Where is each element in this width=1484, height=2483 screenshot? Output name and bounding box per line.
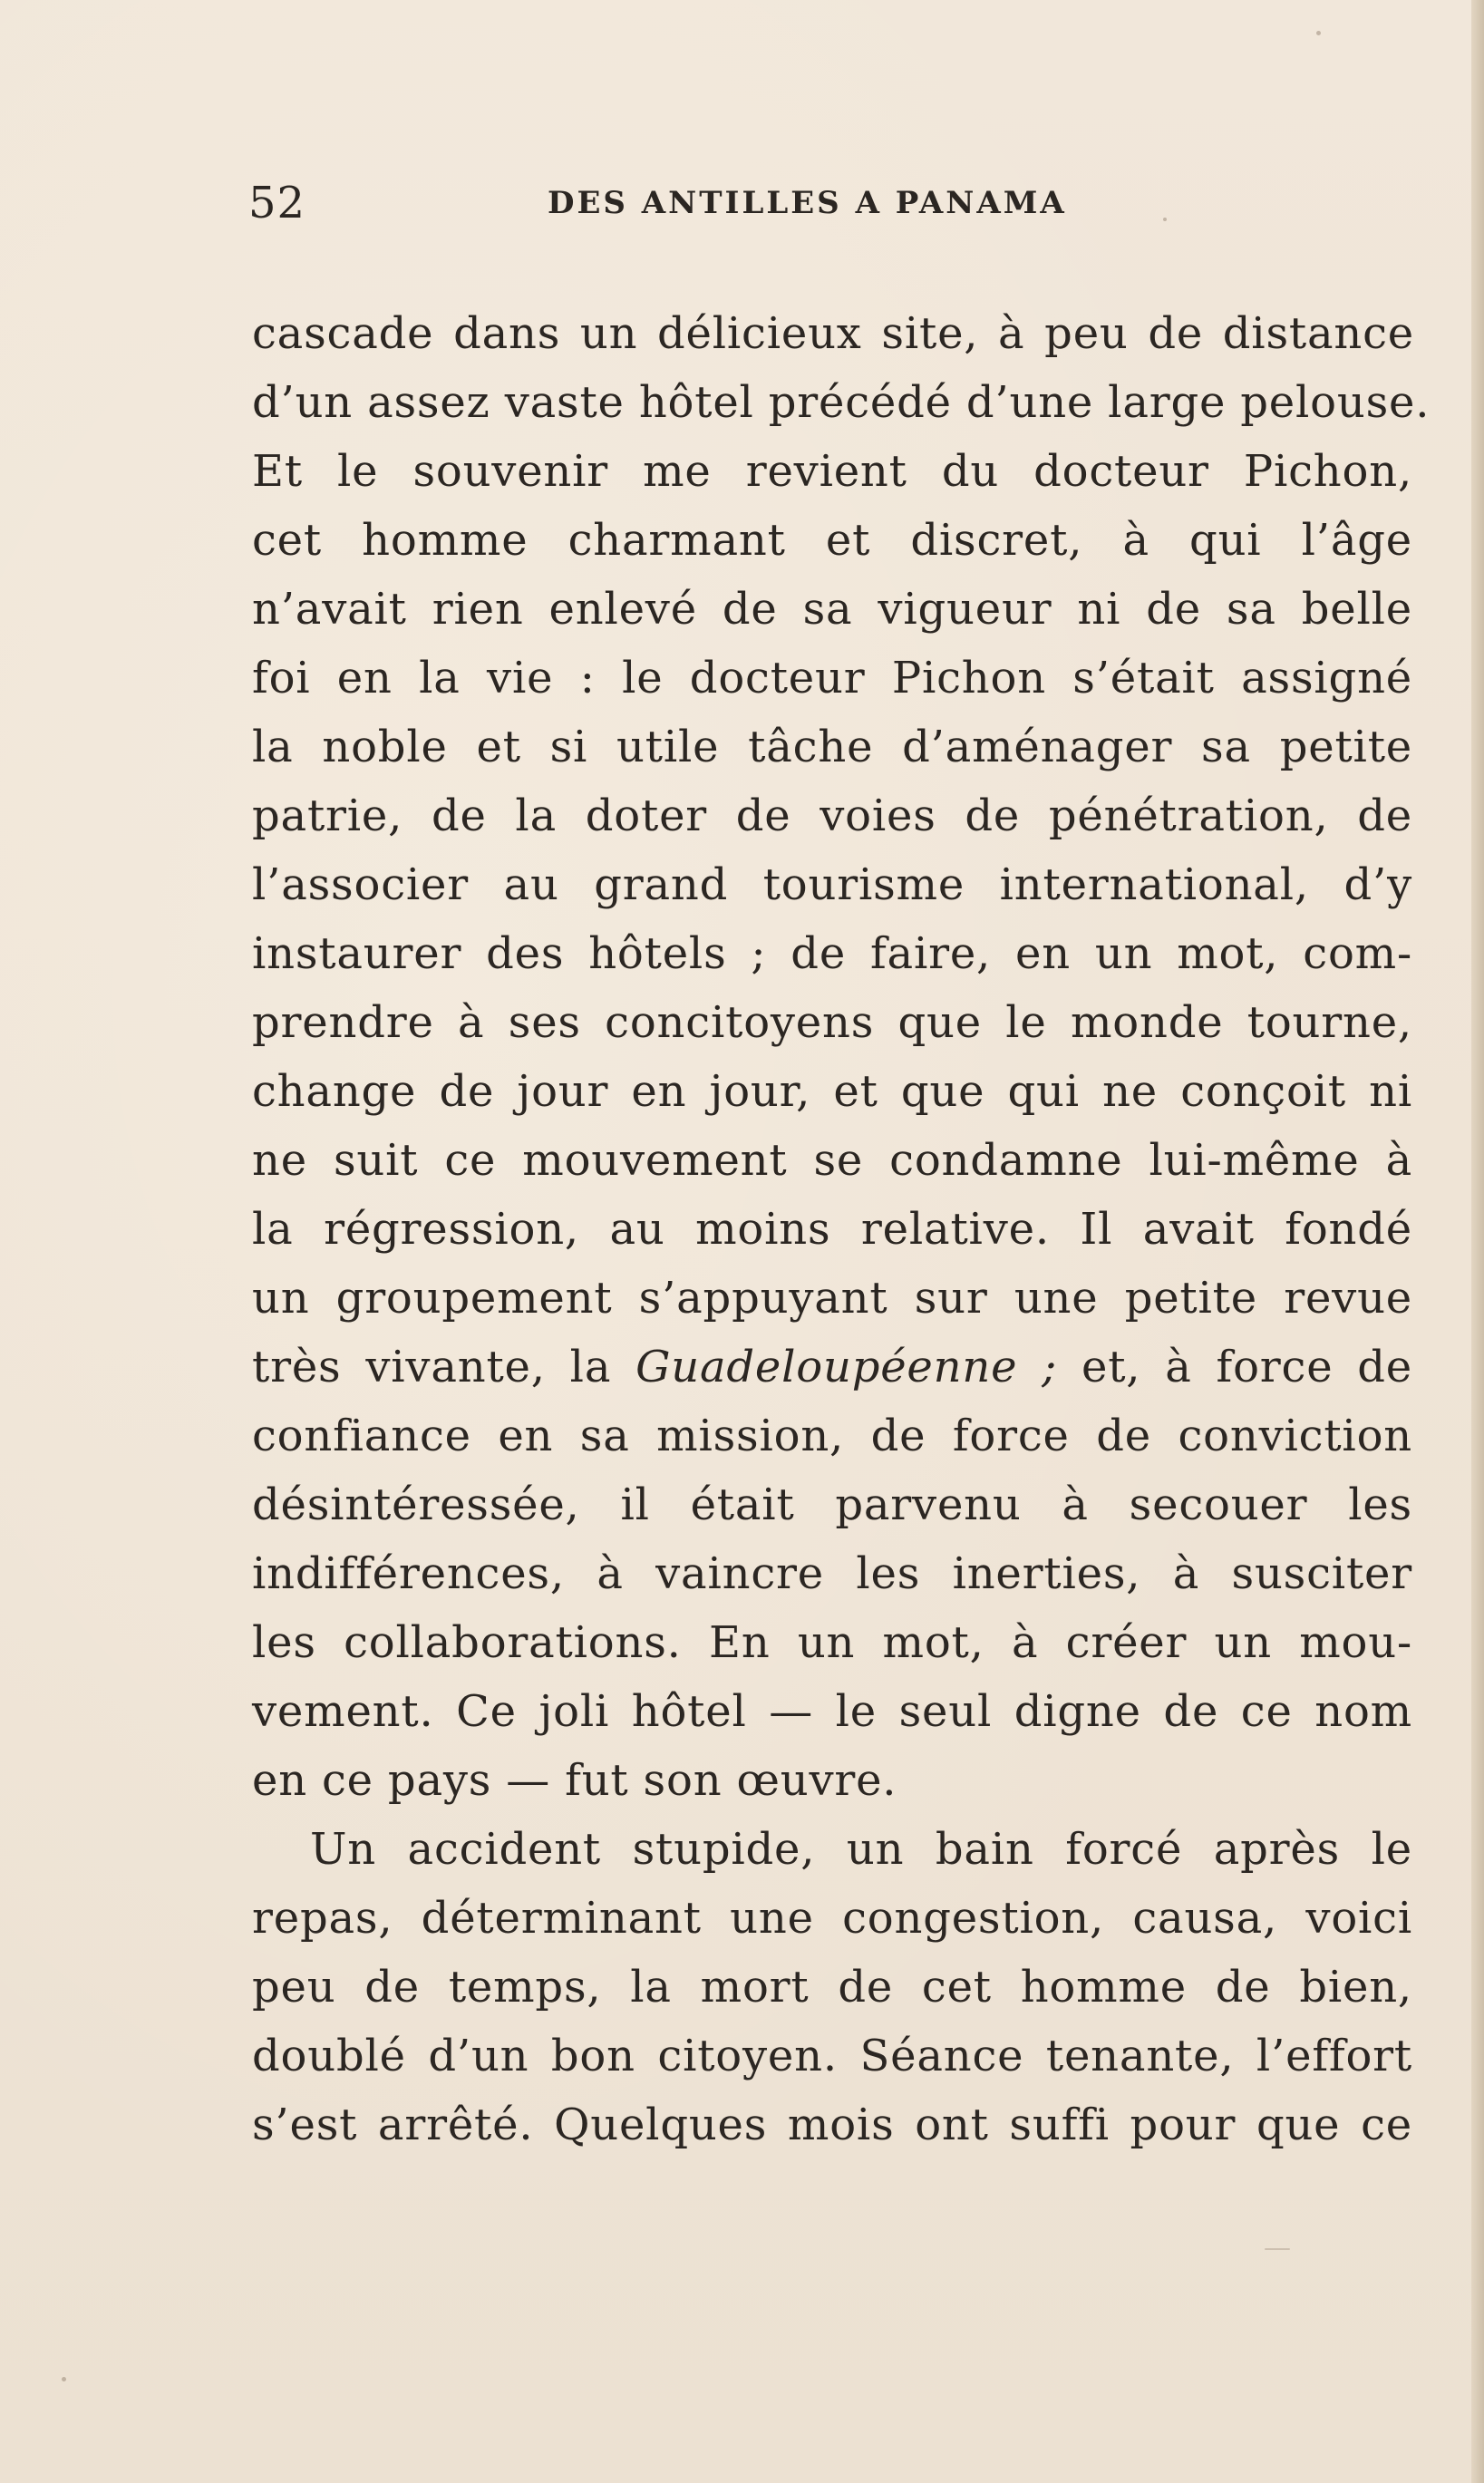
text-line: Et le souvenir me revient du docteur Pichon, — [252, 446, 1412, 497]
page-number: 52 — [248, 178, 306, 228]
text-line: ne suit ce mouvement se condamne lui-même à — [252, 1135, 1412, 1186]
page-edge — [1471, 0, 1484, 2483]
text-line: Un accident stupide, un bain forcé après le — [310, 1824, 1412, 1875]
text-line: repas, déterminant une congestion, causa, voici — [252, 1893, 1412, 1944]
text-line: n’avait rien enlevé de sa vigueur ni de sa belle — [252, 584, 1412, 635]
text-line: la régression, au moins relative. Il avait fondé — [252, 1204, 1412, 1255]
running-head: DES ANTILLES A PANAMA — [548, 185, 1067, 221]
paper-speck — [1316, 31, 1321, 35]
text-line: les collaborations. En un mot, à créer un mou- — [252, 1617, 1412, 1668]
text-line: instaurer des hôtels ; de faire, en un mot, com- — [252, 928, 1412, 979]
text-line: peu de temps, la mort de cet homme de bien, — [252, 1962, 1412, 2013]
text-line: la noble et si utile tâche d’aménager sa petite — [252, 722, 1412, 772]
text-line: cascade dans un délicieux site, à peu de distance — [252, 308, 1414, 359]
text-line: s’est arrêté. Quelques mois ont suffi pour que ce — [252, 2100, 1412, 2150]
paper-speck — [62, 2377, 66, 2381]
text-line: indifférences, à vaincre les inerties, à susciter — [252, 1548, 1412, 1599]
page-header — [248, 178, 1164, 232]
text-line: change de jour en jour, et que qui ne conçoit ni — [252, 1066, 1412, 1117]
text-line: prendre à ses concitoyens que le monde tourne, — [252, 997, 1412, 1048]
text-line: patrie, de la doter de voies de pénétration, de — [252, 790, 1412, 841]
text-line: foi en la vie : le docteur Pichon s’était assigné — [252, 653, 1412, 703]
body-text — [252, 299, 1431, 2159]
text-line: désintéressée, il était parvenu à secouer les — [252, 1479, 1412, 1530]
text-line: confiance en sa mission, de force de conviction — [252, 1411, 1412, 1461]
paper-speck — [1265, 2248, 1290, 2250]
paper-speck — [1163, 218, 1167, 221]
text-line: l’associer au grand tourisme international, d’y — [252, 859, 1412, 910]
journal-title: Guadeloupéenne ; — [635, 1342, 1058, 1392]
text-line: un groupement s’appuyant sur une petite revue — [252, 1273, 1412, 1324]
text-line: très vivante, la Guadeloupéenne ; et, à force de — [252, 1342, 1412, 1392]
text-line: d’un assez vaste hôtel précédé d’une large pelouse. — [252, 377, 1431, 428]
text-line: cet homme charmant et discret, à qui l’âge — [252, 515, 1412, 566]
text-line: en ce pays — fut son œuvre. — [252, 1755, 897, 1806]
text-line: doublé d’un bon citoyen. Séance tenante, l’effort — [252, 2031, 1412, 2081]
text-line: vement. Ce joli hôtel — le seul digne de ce nom — [252, 1686, 1412, 1737]
